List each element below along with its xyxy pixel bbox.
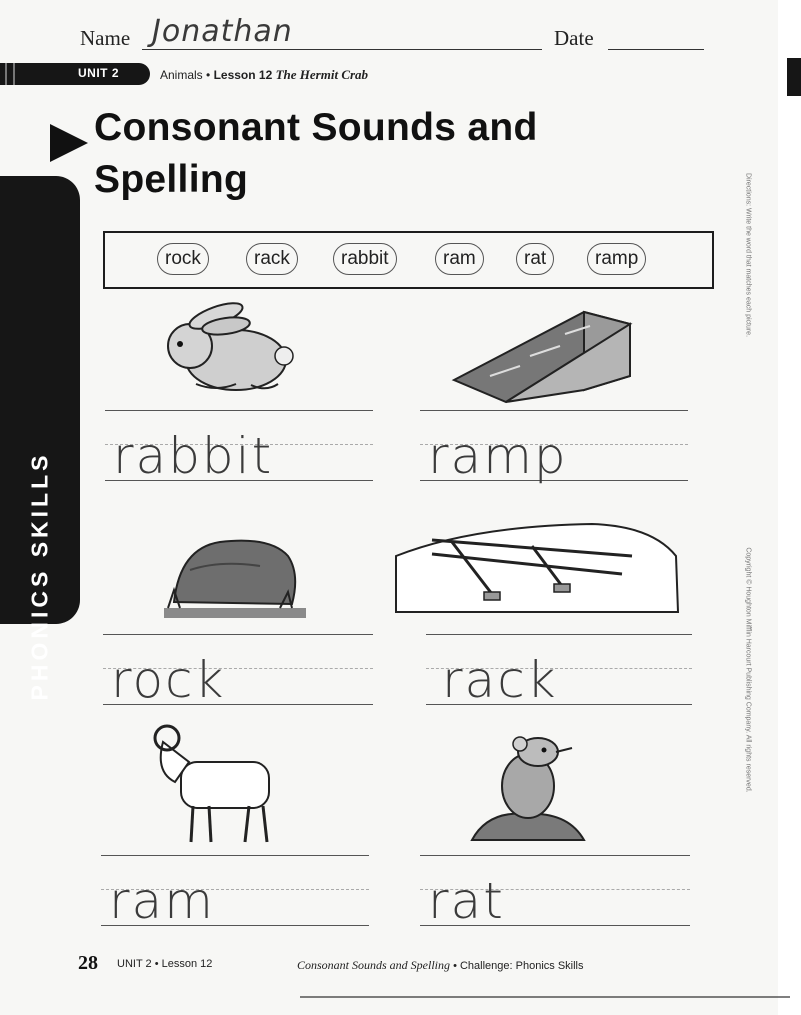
answer-text: rock (111, 651, 226, 709)
page-number: 28 (78, 952, 98, 974)
page-title (94, 102, 654, 206)
answer-text: ram (109, 872, 215, 930)
answer-text: rat (428, 872, 505, 930)
rock-picture (160, 530, 310, 620)
title-arrow-icon (50, 124, 88, 162)
unit-bar-marks (5, 63, 15, 85)
word-bank-item: rat (516, 243, 554, 275)
footer-title (297, 958, 584, 973)
answer-line (105, 410, 373, 485)
topic: Animals (160, 68, 203, 82)
bottom-rule (300, 996, 790, 998)
answer-text: ramp (428, 427, 568, 485)
scan-tab-mark (787, 58, 801, 96)
date-line (608, 49, 704, 50)
name-line (142, 49, 542, 50)
title-line-1: Consonant Sounds and (94, 106, 538, 149)
word-bank-item: ram (435, 243, 484, 275)
unit-label: UNIT 2 (78, 66, 120, 80)
word-bank-item: ramp (587, 243, 646, 275)
lesson: Lesson 12 (213, 68, 273, 82)
unit-bar (0, 63, 150, 85)
name-value: Jonathan (152, 14, 293, 49)
page-edge (778, 0, 801, 1015)
title-line-2: Spelling (94, 158, 249, 201)
word-bank (103, 231, 714, 289)
answer-line (426, 634, 692, 709)
ram-picture (145, 722, 285, 847)
answer-text: rabbit (113, 427, 274, 485)
copyright-note: Copyright © Houghton Mifflin Harcourt Publishing Company. All rights reserved. (744, 547, 752, 793)
rat-picture (468, 730, 588, 850)
lesson-breadcrumb (160, 67, 368, 83)
separator: • (202, 68, 214, 82)
footer-lesson-ref: UNIT 2 • Lesson 12 (117, 958, 213, 970)
phonics-skills-tab (0, 176, 80, 701)
series-name: • Challenge: Phonics Skills (450, 960, 584, 972)
answer-line (101, 855, 369, 930)
date-label: Date (554, 26, 594, 50)
word-bank-item: rabbit (333, 243, 397, 275)
phonics-skills-label: PHONICS SKILLS (26, 451, 53, 701)
answer-text: rack (442, 651, 558, 709)
name-date-row (80, 14, 720, 54)
answer-line (420, 410, 688, 485)
word-bank-item: rack (246, 243, 298, 275)
rack-picture (392, 516, 682, 616)
worksheet-title: Consonant Sounds and Spelling (297, 958, 451, 972)
word-bank-item: rock (157, 243, 209, 275)
name-label: Name (80, 26, 131, 50)
story-title: The Hermit Crab (275, 67, 369, 82)
directions-note: Directions: Write the word that matches each picture. (744, 172, 752, 338)
rabbit-picture (156, 300, 301, 400)
ramp-picture (450, 306, 635, 406)
answer-line (103, 634, 373, 709)
answer-line (420, 855, 690, 930)
